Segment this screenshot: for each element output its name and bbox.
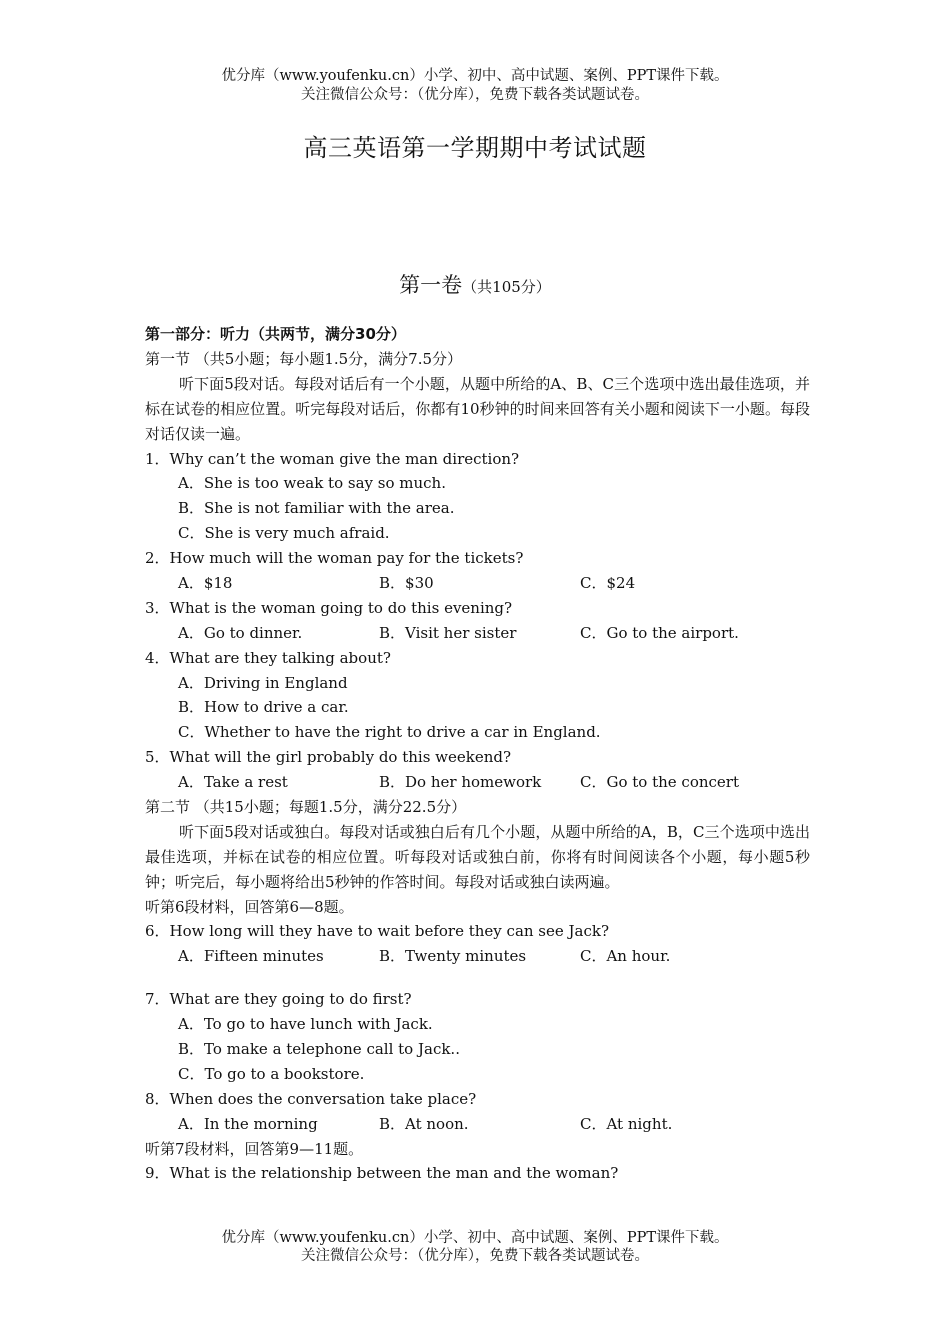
option-b: B．At noon. bbox=[379, 1114, 469, 1133]
option-c: C．At night. bbox=[580, 1114, 673, 1133]
section2-heading: 第二节 （共15小题；每题1.5分，满分22.5分） bbox=[145, 797, 467, 816]
question-option bbox=[145, 1062, 810, 1087]
question-options-row bbox=[145, 944, 810, 969]
question-option bbox=[145, 1012, 810, 1037]
option-a: A．Take a rest bbox=[178, 773, 288, 792]
option-b: B．$30 bbox=[379, 573, 434, 592]
volume-label: 第一卷 bbox=[399, 273, 463, 297]
question-options-row bbox=[145, 571, 810, 596]
question-stem: 2．How much will the woman pay for the tickets? bbox=[145, 549, 524, 568]
footer-line-2: 关注微信公众号：（优分库），免费下载各类试题试卷。 bbox=[301, 1248, 649, 1264]
question-option bbox=[145, 496, 810, 521]
option-c: C．Go to the airport. bbox=[580, 623, 739, 642]
option-a: A．Go to dinner. bbox=[178, 623, 303, 642]
question-stem: 1．Why can’t the woman give the man direction? bbox=[145, 449, 520, 468]
page-title: 高三英语第一学期期中考试试题 bbox=[303, 134, 647, 162]
question-option bbox=[145, 720, 810, 745]
question-stem: 4．What are they talking about? bbox=[145, 648, 391, 667]
option-b: B．To make a telephone call to Jack.. bbox=[178, 1040, 460, 1059]
question-options-row bbox=[145, 621, 810, 646]
option-c: C．She is very much afraid. bbox=[178, 524, 390, 543]
question-stem: 9．What is the relationship between the man and the woman? bbox=[145, 1164, 619, 1183]
part1-heading: 第一部分：听力（共两节，满分30分） bbox=[145, 325, 406, 343]
header-line-1: 优分库（www.youfenku.cn）小学、初中、高中试题、案例、PPT课件下载。 bbox=[221, 68, 729, 84]
option-c: C．Whether to have the right to drive a car in England. bbox=[178, 723, 601, 742]
volume-heading bbox=[0, 270, 950, 302]
question-options-row bbox=[145, 770, 810, 795]
question-option bbox=[145, 695, 810, 720]
section2-instructions: 听下面5段对话或独白。每段对话或独白后有几个小题，从题中所给的A，B，C三个选项中选出最佳选项，并标在试卷的相应位置。听每段对话或独白前，你将有时间阅读各个小题，每小题5秒钟；听完后，每小题将给出5秒钟的作答时间。每段对话或独白读两遍。 bbox=[145, 822, 810, 891]
footer-line-1: 优分库（www.youfenku.cn）小学、初中、高中试题、案例、PPT课件下载。 bbox=[221, 1230, 729, 1246]
question-stem: 7．What are they going to do first? bbox=[145, 990, 412, 1009]
option-b: B．Do her homework bbox=[379, 773, 542, 792]
material-6-note: 听第6段材料，回答第6—8题。 bbox=[145, 897, 354, 916]
option-c: C．An hour. bbox=[580, 947, 671, 966]
exam-content bbox=[145, 322, 810, 1186]
spacer bbox=[145, 969, 810, 987]
option-b: B．How to drive a car. bbox=[178, 698, 349, 717]
option-a: A．$18 bbox=[178, 573, 233, 592]
option-b: B．She is not familiar with the area. bbox=[178, 499, 455, 518]
option-b: B．Twenty minutes bbox=[379, 947, 527, 966]
option-c: C．To go to a bookstore. bbox=[178, 1064, 365, 1083]
option-b: B．Visit her sister bbox=[379, 623, 517, 642]
question-option bbox=[145, 521, 810, 546]
option-a: A．Driving in England bbox=[178, 673, 348, 692]
material-7-note: 听第7段材料，回答第9—11题。 bbox=[145, 1139, 364, 1158]
option-a: A．To go to have lunch with Jack. bbox=[178, 1015, 433, 1034]
option-a: A．She is too weak to say so much. bbox=[178, 474, 446, 493]
section1-heading: 第一节 （共5小题；每小题1.5分，满分7.5分） bbox=[145, 349, 463, 368]
question-option bbox=[145, 471, 810, 496]
question-stem: 5．What will the girl probably do this weekend? bbox=[145, 748, 512, 767]
question-option bbox=[145, 671, 810, 696]
question-stem: 6．How long will they have to wait before they can see Jack? bbox=[145, 922, 610, 941]
question-options-row bbox=[145, 1112, 810, 1137]
volume-points: （共105分） bbox=[462, 278, 551, 296]
question-stem: 8．When does the conversation take place? bbox=[145, 1089, 477, 1108]
option-a: A．In the morning bbox=[178, 1114, 318, 1133]
header-line-2: 关注微信公众号：（优分库），免费下载各类试题试卷。 bbox=[301, 87, 649, 103]
option-c: C．$24 bbox=[580, 573, 636, 592]
section1-instructions: 听下面5段对话。每段对话后有一个小题，从题中所给的A、B、C三个选项中选出最佳选项，并标在试卷的相应位置。听完每段对话后，你都有10秒钟的时间来回答有关小题和阅读下一小题。每段对话仅读一遍。 bbox=[145, 374, 810, 443]
question-option bbox=[145, 1037, 810, 1062]
option-c: C．Go to the concert bbox=[580, 773, 739, 792]
option-a: A．Fifteen minutes bbox=[178, 947, 324, 966]
question-stem: 3．What is the woman going to do this evening? bbox=[145, 598, 513, 617]
